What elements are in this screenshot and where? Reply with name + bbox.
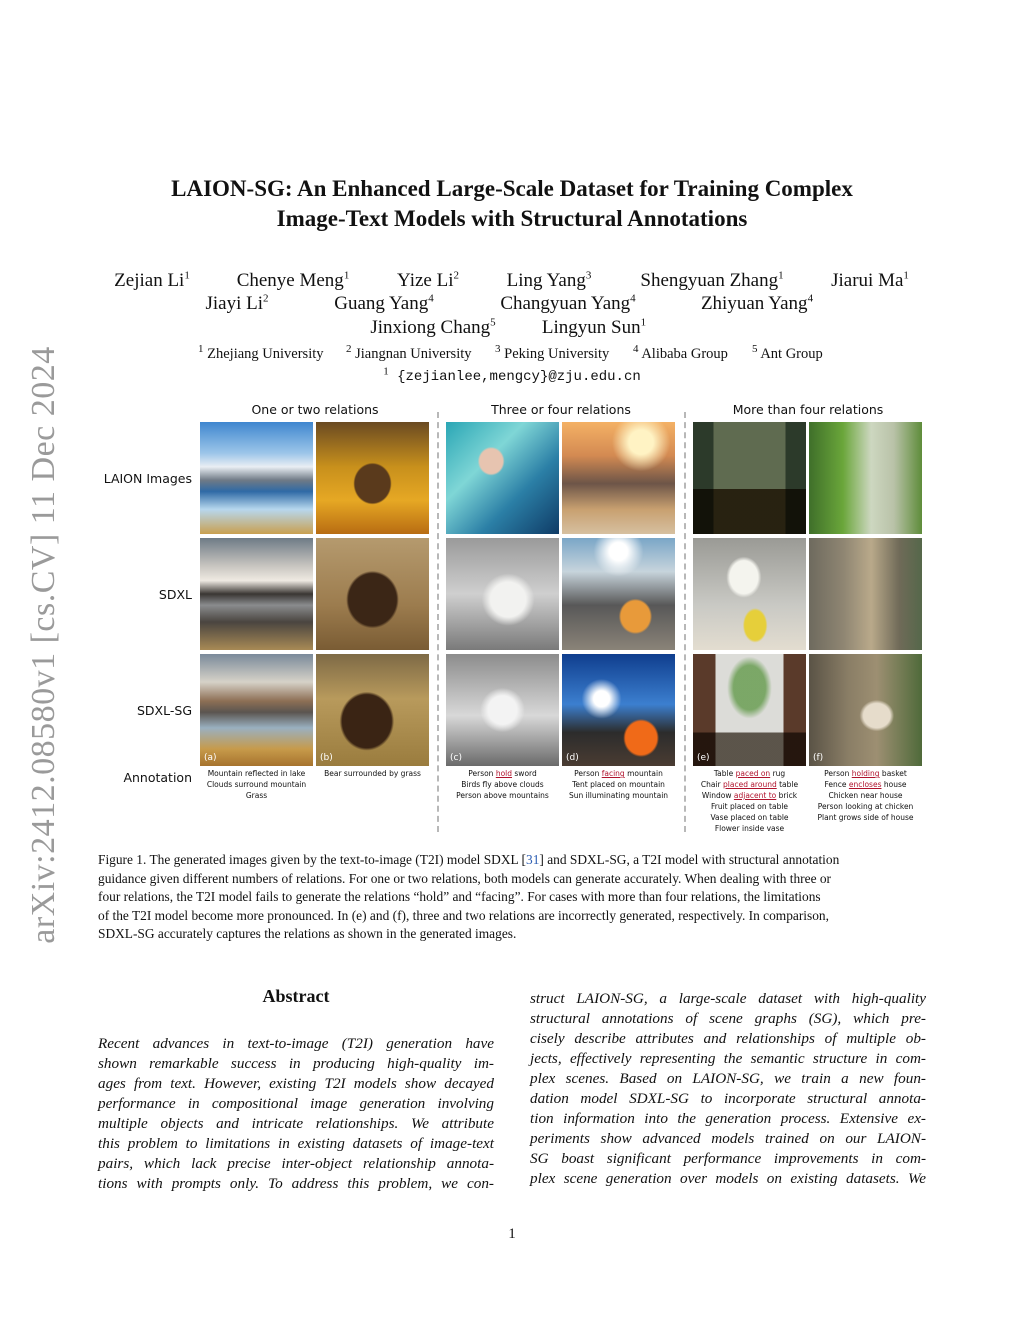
sdxl-sg-image-tent: (d) (562, 654, 675, 766)
arxiv-identifier: arXiv:2412.08580v1 [cs.CV] 11 Dec 2024 (25, 346, 62, 944)
sdxl-image-flowers (693, 538, 806, 650)
row-label: Annotation (123, 770, 192, 785)
sdxl-sg-image-woman-house: (f) (809, 654, 922, 766)
author: Shengyuan Zhang$^1$ (640, 269, 784, 291)
annotation-f: Person holding basket Fence encloses house Chicken near house Person looking at chicken Plant grows side of house (817, 769, 914, 822)
contact-email: $^1$ {zejianlee,mengcy}@zju.edu.cn (383, 365, 641, 385)
annotation-e: Table paced on rug Chair placed around table Window adjacent to brick Fruit placed on table Vase placed on table Flower inside vase (700, 769, 799, 833)
page-number: 1 (508, 1226, 516, 1242)
sdxl-sg-image-mountain-lake: (a) (200, 654, 313, 766)
laion-image-dining-room (693, 422, 806, 534)
author: Yize Li$^2$ (397, 269, 459, 291)
row-label: SDXL (158, 587, 192, 602)
annotation-d: Person facing mountain Tent placed on mountain Sun illuminating mountain (568, 769, 669, 800)
sdxl-image-tent (562, 538, 675, 650)
column-header: One or two relations (251, 402, 379, 417)
author: Changyuan Yang$^4$ (500, 292, 636, 314)
sdxl-image-angel (446, 538, 559, 650)
laion-image-mountain-lake (200, 422, 313, 534)
affiliation: $^5$ Ant Group (752, 343, 823, 362)
laion-image-bear (316, 422, 429, 534)
abstract-left-column: Recent advances in text-to-image (T2I) generation have shown remarkable success in producing high-quality im- ages from text. However, existing T2I models show decayed performance in compositional image generation involving multiple objects and intricate relationships. We attribute this problem to limitations in existing datasets of image-text pairs, which lack precise inter-object relationship annota- tions with prompts only. To address this problem, we con- (98, 1035, 494, 1192)
annotation-a: Mountain reflected in lake Clouds surround mountain Grass (206, 769, 307, 800)
sdxl-image-mountain-lake (200, 538, 313, 650)
sdxl-image-woman-house (809, 538, 922, 650)
sdxl-image-bear (316, 538, 429, 650)
affiliation: $^1$ Zhejiang University (198, 343, 324, 362)
author: Jiayi Li$^2$ (205, 292, 269, 314)
annotation-b: Bear surrounded by grass (324, 769, 421, 778)
figure-caption: Figure 1. The generated images given by the text-to-image (T2I) model SDXL [31] and SDXL-SG, a T2I model with structural annotation guidance given different numbers of relations. For one or two relations, both models can generate accurately. When dealing with three or four relations, the T2I model fails to generate the relations “hold” and “facing”. For cases with more than four relations, the limitations of the T2I model become more pronounced. In (e) and (f), three and two relations are incorrectly generated, respectively. In comparison, SDXL-SG accurately captures the relations as shown in the generated images. (98, 852, 840, 941)
title-line-2: Image-Text Models with Structural Annotations (276, 206, 748, 231)
laion-image-tent (562, 422, 675, 534)
citation-link[interactable]: 31 (526, 852, 540, 867)
affiliation: $^2$ Jiangnan University (346, 343, 472, 362)
column-header: More than four relations (732, 402, 884, 417)
sdxl-sg-image-bear: (b) (316, 654, 429, 766)
column-divider (684, 412, 686, 832)
row-label: SDXL-SG (137, 703, 192, 718)
annotation-c: Person hold sword Birds fly above clouds Person above mountains (456, 769, 549, 800)
title-line-1: LAION-SG: An Enhanced Large-Scale Dataset for Training Complex (171, 176, 853, 201)
arxiv-sidebar (22, 346, 66, 944)
author: Guang Yang$^4$ (334, 292, 434, 314)
author: Zhiyuan Yang$^4$ (700, 292, 814, 314)
laion-image-warrior (446, 422, 559, 534)
row-label: LAION Images (103, 471, 192, 486)
author: Jinxiong Chang$^5$ (370, 316, 496, 338)
author: Chenye Meng$^1$ (236, 269, 350, 291)
affiliation: $^4$ Alibaba Group (633, 343, 728, 362)
affiliation: $^3$ Peking University (495, 343, 610, 362)
sdxl-sg-image-dining-room: (e) (693, 654, 806, 766)
abstract-heading: Abstract (262, 986, 330, 1006)
paper-title (100, 174, 924, 234)
column-divider (437, 412, 439, 832)
column-header: Three or four relations (491, 402, 631, 417)
sdxl-sg-image-angel: (c) (446, 654, 559, 766)
laion-image-woman-house (809, 422, 922, 534)
abstract-right-column: struct LAION-SG, a large-scale dataset with high-quality structural annotations of scene graphs (SG), which pre- cisely describe attributes and relationships of multiple ob- jects, effectively representing the semantic structure in com- plex scenes. Based on LAION-SG, we train a new foun- dation model SDXL-SG to incorporate structural annota- tion information into the generation process. Extensive ex- periments show advanced models trained on our LAION- SG boast significant performance improvements in com- plex scene generation over models on existing datasets. We (530, 990, 926, 1187)
author: Jiarui Ma$^1$ (831, 269, 909, 291)
author: Zejian Li$^1$ (114, 269, 190, 291)
author: Ling Yang$^3$ (506, 269, 592, 291)
author: Lingyun Sun$^1$ (541, 316, 647, 338)
